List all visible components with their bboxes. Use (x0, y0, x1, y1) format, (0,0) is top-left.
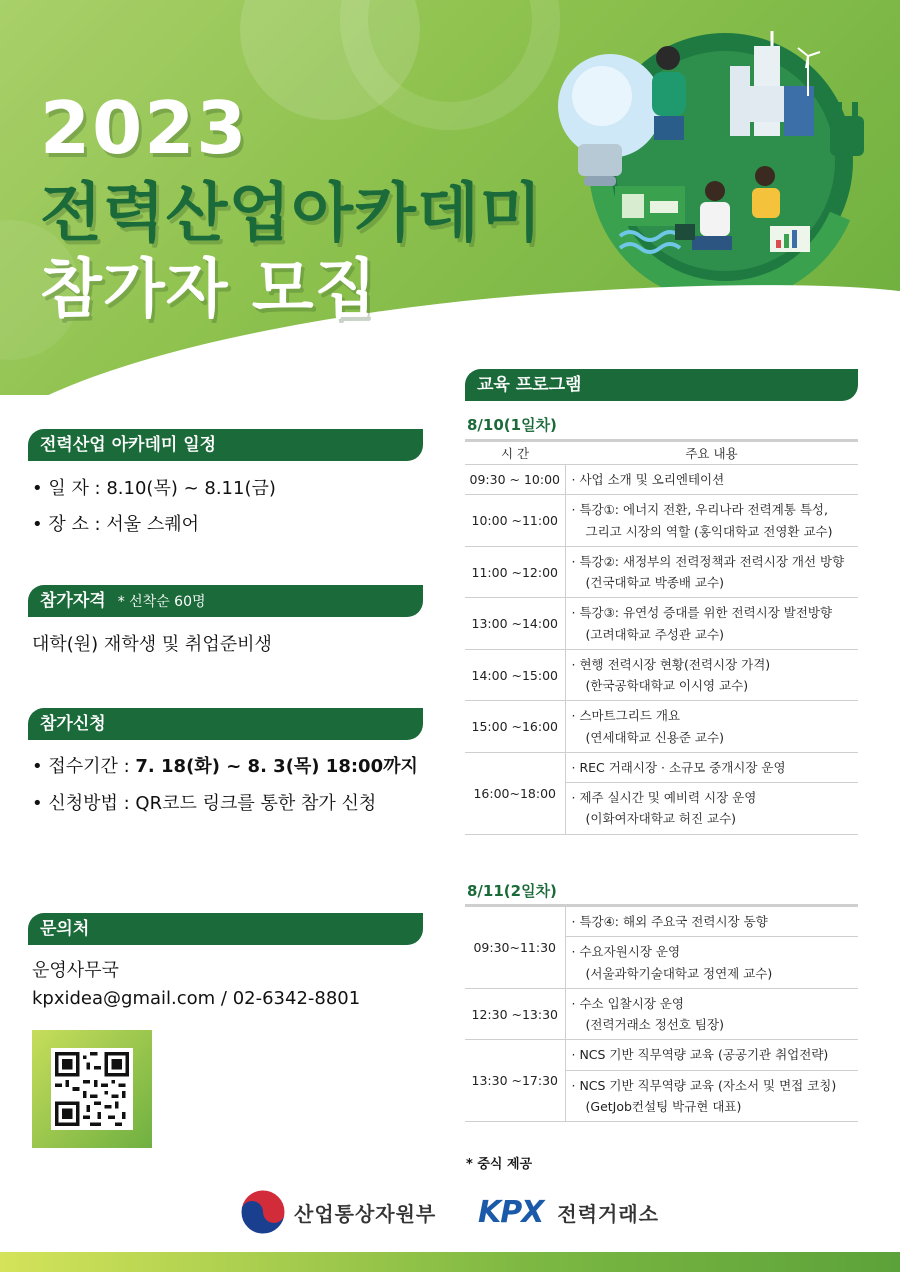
session-item (566, 782, 859, 830)
table-row (465, 465, 858, 495)
decor-ring (340, 0, 560, 130)
session-lecturer: (건국대학교 박종배 교수) (585, 575, 724, 590)
eligibility-note: * 선착순 60명 (117, 594, 206, 610)
session-content (565, 1040, 858, 1122)
session-time: 13:00 ~14:00 (465, 598, 565, 650)
session-title: · 특강①: 에너지 전환, 우리나라 전력계통 특성, (571, 502, 828, 518)
contact-office: 운영사무국 (32, 960, 119, 981)
session-lecturer: (GetJob컨설팅 박규현 대표) (585, 1098, 742, 1114)
contact-heading: 문의처 (28, 913, 423, 945)
table-row (465, 649, 858, 701)
session-title: · 스마트그리드 개요 (571, 708, 681, 724)
session-title: · 현행 전력시장 현황(전력시장 가격) (571, 656, 771, 672)
hero-banner (0, 0, 900, 395)
session-title: · 수요자원시장 운영 (571, 944, 681, 960)
session-item (566, 936, 859, 984)
schedule-heading: 전력산업 아카데미 일정 (28, 429, 423, 461)
lunch-note: * 중식 제공 (466, 1157, 533, 1172)
day1-label: 8/10(1일차) (467, 416, 557, 434)
session-time: 10:00 ~11:00 (465, 495, 565, 547)
session-lecturer: (연세대학교 신용준 교수) (585, 729, 724, 745)
session-lecturer: (서울과학기술대학교 정연제 교수) (585, 965, 773, 981)
session-item (572, 654, 859, 697)
session-item (572, 911, 859, 932)
session-item (572, 602, 859, 645)
session-item (572, 469, 859, 490)
session-time: 12:30 ~13:30 (465, 988, 565, 1040)
qr-code-image (55, 1052, 129, 1126)
application-period-label: • 접수기간 : (32, 756, 136, 777)
session-content (565, 906, 858, 989)
title-year: 2023 (40, 86, 249, 170)
table-row (465, 495, 858, 547)
session-item (572, 499, 859, 542)
application-method: • 신청방법 : QR코드 링크를 통한 참가 신청 (32, 793, 377, 814)
session-lecturer: (고려대학교 주성관 교수) (585, 626, 724, 642)
session-time: 09:30 ~ 10:00 (465, 465, 565, 495)
table-row (465, 598, 858, 650)
session-content (565, 988, 858, 1040)
session-item (566, 1070, 859, 1118)
session-time: 15:00 ~16:00 (465, 701, 565, 753)
session-lecturer: 그리고 시장의 역할 (홍익대학교 전영환 교수) (585, 523, 833, 539)
table-row (465, 752, 858, 834)
session-title: · NCS 기반 직무역량 교육 (자소서 및 면접 코칭) (571, 1077, 837, 1093)
session-item (572, 1044, 859, 1065)
eligibility-title: 참가자격 (40, 591, 106, 611)
header-content: 주요 내용 (565, 441, 858, 465)
table-row (465, 906, 858, 989)
program-heading: 교육 프로그램 (465, 369, 858, 401)
session-item (572, 705, 859, 748)
session-title: · NCS 기반 직무역량 교육 (공공기관 취업전략) (571, 1047, 829, 1063)
session-lecturer: (한국공학대학교 이시영 교수) (585, 678, 749, 693)
table-row (465, 546, 858, 598)
table-row (465, 701, 858, 753)
kpx-name: 전력거래소 (557, 1201, 659, 1226)
session-title: · 수소 입찰시장 운영 (571, 995, 684, 1011)
bottom-bar (0, 1252, 900, 1272)
application-heading: 참가신청 (28, 708, 423, 740)
session-content (565, 598, 858, 650)
table-row (465, 1040, 858, 1122)
session-content (565, 701, 858, 753)
session-item (572, 551, 859, 594)
title-main: 전력산업아카데미 (40, 177, 543, 251)
eligibility-heading (28, 585, 423, 617)
session-title: · 제주 실시간 및 예비력 시장 운영 (571, 790, 757, 805)
kpx-mark: KPX (478, 1194, 544, 1230)
session-title: · 특강④: 해외 주요국 전력시장 동향 (571, 914, 768, 929)
session-content (565, 465, 858, 495)
table-row (465, 988, 858, 1040)
session-lecturer: (전력거래소 정선호 팀장) (585, 1017, 724, 1032)
day2-label: 8/11(2일차) (467, 882, 557, 900)
session-title: · 특강②: 새정부의 전력정책과 전력시장 개선 방향 (571, 553, 845, 569)
session-lecturer: (이화여자대학교 허진 교수) (585, 811, 737, 827)
ministry-logo (240, 1188, 436, 1236)
qr-code-frame[interactable] (32, 1030, 152, 1148)
application-period (32, 752, 418, 778)
session-content (565, 546, 858, 598)
application-period-value: 7. 18(화) ~ 8. 3(목) 18:00까지 (135, 756, 418, 777)
table-header-row (465, 441, 858, 465)
session-content (565, 752, 858, 834)
session-title: · 특강③: 유연성 증대를 위한 전력시장 발전방향 (571, 605, 833, 621)
session-time: 09:30~11:30 (465, 906, 565, 989)
session-item (572, 993, 859, 1036)
schedule-place: • 장 소 : 서울 스퀘어 (32, 514, 200, 535)
kpx-logo (478, 1188, 659, 1236)
schedule-date: • 일 자 : 8.10(목) ~ 8.11(금) (32, 478, 276, 499)
header-time: 시 간 (465, 441, 565, 465)
session-time: 11:00 ~12:00 (465, 546, 565, 598)
session-time: 13:30 ~17:30 (465, 1040, 565, 1122)
session-content (565, 495, 858, 547)
session-title: · REC 거래시장 · 소규모 중개시장 운영 (571, 759, 786, 775)
contact-info: kpxidea@gmail.com / 02-6342-8801 (32, 988, 361, 1009)
eligibility-text: 대학(원) 재학생 및 취업준비생 (32, 634, 272, 655)
session-item (572, 757, 859, 778)
ministry-name: 산업통상자원부 (294, 1201, 437, 1226)
session-content (565, 649, 858, 701)
day2-schedule-table (465, 904, 858, 1122)
session-title: · 사업 소개 및 오리엔테이션 (571, 472, 725, 487)
day1-schedule-table (465, 439, 858, 835)
session-time: 14:00 ~15:00 (465, 649, 565, 701)
taegeuk-icon (240, 1189, 286, 1235)
qr-code[interactable] (51, 1048, 133, 1130)
title-sub: 참가자 모집 (40, 253, 378, 327)
energy-illustration (540, 26, 880, 316)
session-time: 16:00~18:00 (465, 752, 565, 834)
